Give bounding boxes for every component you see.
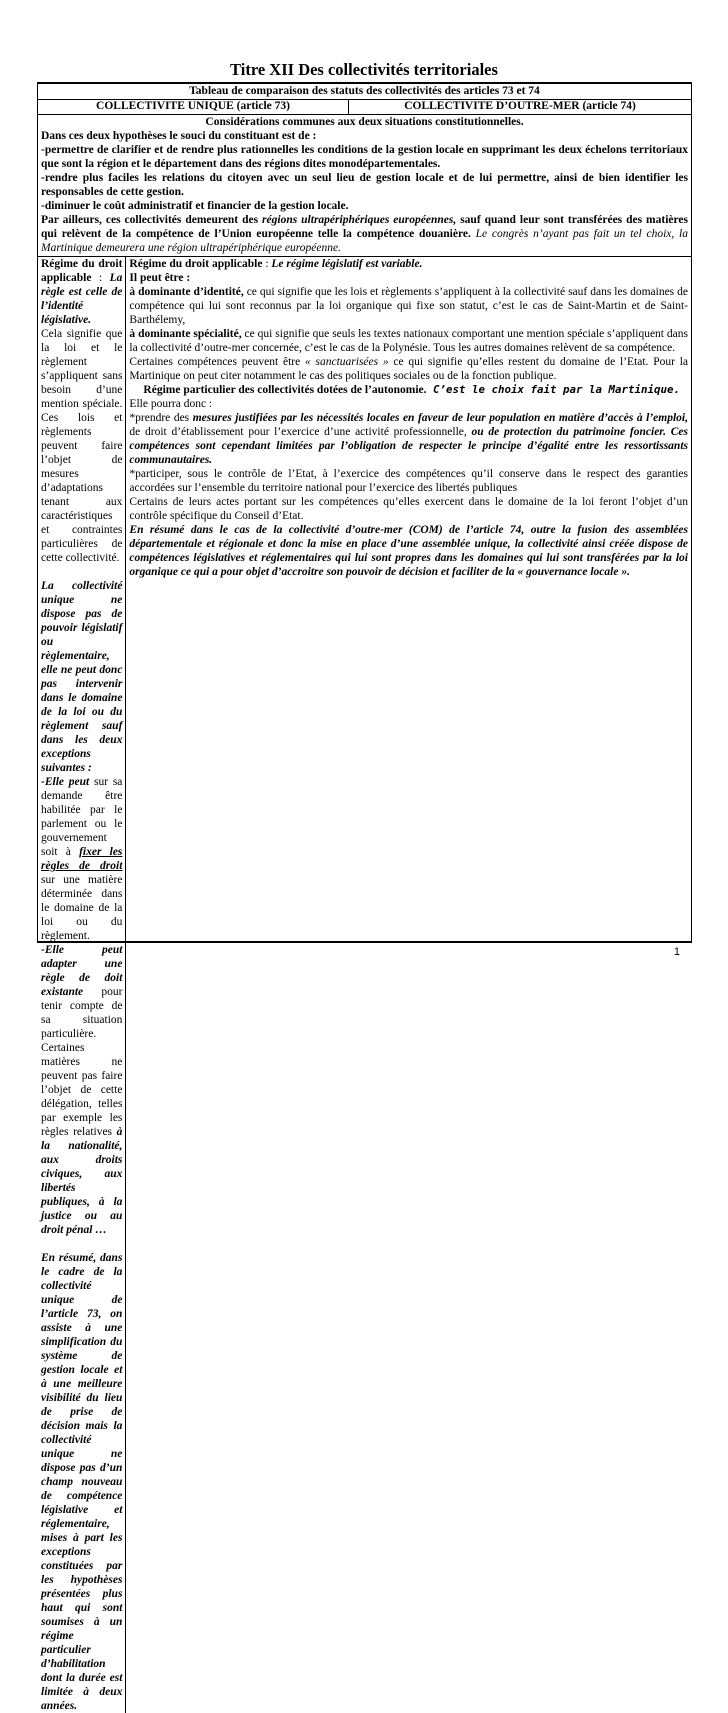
text-run: Régime du droit applicable	[41, 258, 123, 284]
text-run: régions ultrapériphériques européennes,	[262, 214, 457, 226]
left-paragraph: La collectivité unique ne dispose pas de pouvoir législatif ou règlementaire, elle ne peut donc pas intervenir dans le domaine de la loi ou du règlement sauf dans les deux exceptions suivantes :	[41, 580, 123, 774]
page-number: 1	[673, 946, 680, 958]
text-run: Le congrès n’ayant pas fait un tel choix, la Martinique demeurera une région ultrapériphérique européenne.	[41, 228, 688, 254]
column-headers	[38, 100, 691, 115]
right-paragraph: En résumé dans le cas de la collectivité d’outre-mer (COM) de l’article 74, outre la fusion des assemblées départementale et régionale et donc la mise en place d’une assemblée unique, la collectivité ainsi créée dispose de compétences législatives et réglementaires qui lui sont propres dans les domaines qui lui sont transférées par la loi organique ce qui a pour objet d’accroitre son pouvoir de décision et faciliter de la « gouvernance locale ».	[129, 524, 688, 578]
text-run: -Elle peut	[41, 776, 90, 788]
text-run: Certaines compétences peuvent être	[129, 356, 305, 368]
text-run: ce qui signifie qu’elles restent du domaine de l’Etat. Pour la Martinique on peut citer notamment le cas des politiques sociales ou de la fonction publique.	[129, 356, 689, 382]
common-paragraph: -rendre plus faciles les relations du citoyen avec un seul lieu de gestion locale et de lui permettre, ainsi de bien identifier les responsables de cette gestion.	[41, 172, 688, 198]
text-run: à dominante spécialité,	[129, 328, 242, 340]
right-paragraph	[129, 411, 688, 467]
left-paragraph: En résumé, dans le cadre de la collectivité unique de l’article 73, on assiste à une simplification du système de gestion locale et à une meilleure visibilité du lieu de prise de décision mais la collectivité unique ne dispose pas d’un champ nouveau de compétence législative et réglementaire, mises à part les exceptions constituées par les hypothèses présentées plus haut qui sont soumises à un régime particulier d’habilitation dont la durée est limitée à deux années.	[41, 1252, 123, 1712]
text-run: -Elle peut adapter une règle de doit existante	[41, 944, 123, 998]
text-run: :	[91, 272, 110, 284]
text-run: à la nationalité, aux droits civiques, aux libertés publiques, à la justice ou au droit pénal …	[41, 1126, 123, 1236]
right-paragraph	[129, 257, 688, 271]
text-run: « sanctuarisées »	[304, 356, 389, 368]
text-run: La règle est celle de l’identité législative.	[41, 272, 123, 326]
column-collectivite-unique	[38, 257, 126, 1713]
text-run: :	[262, 258, 272, 270]
text-run: sauf quand leur sont transférées des matières qui relèvent de la compétence de l’Union européenne telle la compétence douanière	[41, 214, 688, 240]
text-run: ou de protection du patrimoine foncier. Ces compétences sont cependant limitées par l’obligation de respecter le principe d’égalité entre les ressortissants communautaires.	[129, 426, 688, 466]
common-paragraph: -permettre de clarifier et de rendre plus rationnelles les conditions de la gestion locale en supprimant les deux échelons territoriaux que sont la région et le département dans des régions dites monodépartementales.	[41, 144, 688, 170]
common-paragraph: -diminuer le coût administratif et financier de la gestion locale.	[41, 200, 349, 212]
right-paragraph: Certains de leurs actes portant sur les compétences qu’elles exercent dans le domaine de la loi feront l’objet d’un contrôle spécifique du Conseil d’Etat.	[129, 496, 688, 522]
text-run: fixer les règles de droit	[41, 846, 123, 872]
common-paragraph: Dans ces deux hypothèses le souci du constituant est de :	[41, 130, 317, 142]
common-considerations	[38, 115, 691, 257]
text-run: sur une matière déterminée dans le domaine de la loi ou du règlement.	[41, 874, 123, 942]
right-paragraph	[129, 383, 688, 397]
left-paragraph	[41, 775, 122, 943]
text-run: ce qui signifie que seuls les textes nationaux comportant une mention spéciale s’appliquent dans la collectivité d’outre-mer concernée, c’est le cas de la Polynésie. Tous les autres domaines relèvent de sa compétence.	[129, 328, 688, 354]
text-run: à dominante d’identité,	[129, 286, 244, 298]
right-paragraph: *participer, sous le contrôle de l’Etat, à l’exercice des compétences qu’il conserve dans le respect des garanties accordées sur l’ensemble du territoire national pour l’exercice des libertés publiques	[129, 468, 688, 494]
text-run: Régime du droit applicable	[129, 258, 263, 270]
text-run: mesures justifiées par les nécessités locales en faveur de leur population en matière d’accès à l’emploi,	[192, 412, 688, 424]
text-run: .	[467, 228, 476, 240]
text-run: Le régime législatif est variable.	[271, 258, 423, 270]
right-paragraph	[129, 327, 688, 355]
right-paragraph: Il peut être :	[129, 272, 191, 284]
text-run: C’est le choix fait par la Martinique.	[426, 383, 681, 396]
right-paragraph	[129, 285, 688, 327]
header-collectivite-outre-mer: COLLECTIVITE D’OUTRE-MER (article 74)	[404, 100, 636, 112]
text-run: ce qui signifie que les lois et règlements s’appliquent à la collectivité sauf dans les domaines de compétence qui lui sont reconnus par la loi organique qui fixe son statut, c’est le cas de Saint-Martin et de Saint-Barthélemy,	[129, 286, 688, 326]
column-collectivite-outre-mer	[126, 257, 691, 1713]
left-paragraph	[41, 943, 122, 1041]
common-paragraph	[41, 213, 688, 255]
common-heading: Considérations communes aux deux situations constitutionnelles.	[205, 116, 524, 128]
text-run: Certaines matières ne peuvent pas faire l’objet de cette délégation, telles par exemple les règles relatives	[41, 1042, 123, 1138]
header-collectivite-unique: COLLECTIVITE UNIQUE (article 73)	[38, 100, 349, 114]
right-paragraph	[129, 355, 688, 383]
left-paragraph	[41, 1041, 122, 1237]
text-run: de droit d’établissement pour l’exercice d’une activité professionnelle,	[129, 426, 472, 438]
text-run: pour tenir compte de sa situation particulière.	[41, 986, 123, 1040]
comparison-columns	[38, 257, 691, 1713]
page-title: Titre XII Des collectivités territoriales	[230, 60, 498, 79]
table-subtitle: Tableau de comparaison des statuts des collectivités des articles 73 et 74	[38, 84, 691, 100]
left-paragraph: Cela signifie que la loi et le règlement s’appliquent sans besoin d’une mention spéciale. Ces lois et règlements peuvent faire l’objet de mesures d’adaptations tenant aux caractéristiques et contraintes particulières de cette collectivité.	[41, 328, 123, 564]
text-run: Par ailleurs, ces collectivités demeurent des	[41, 214, 263, 226]
text-run: *prendre des	[129, 412, 193, 424]
left-paragraph	[41, 257, 122, 327]
text-run: Régime particulier des collectivités dotées de l’autonomie.	[143, 384, 427, 396]
comparison-table	[37, 82, 692, 1712]
right-paragraph: Elle pourra donc :	[129, 398, 213, 410]
text-run: sur sa demande être habilitée par le parlement ou le gouvernement soit à	[41, 776, 123, 858]
